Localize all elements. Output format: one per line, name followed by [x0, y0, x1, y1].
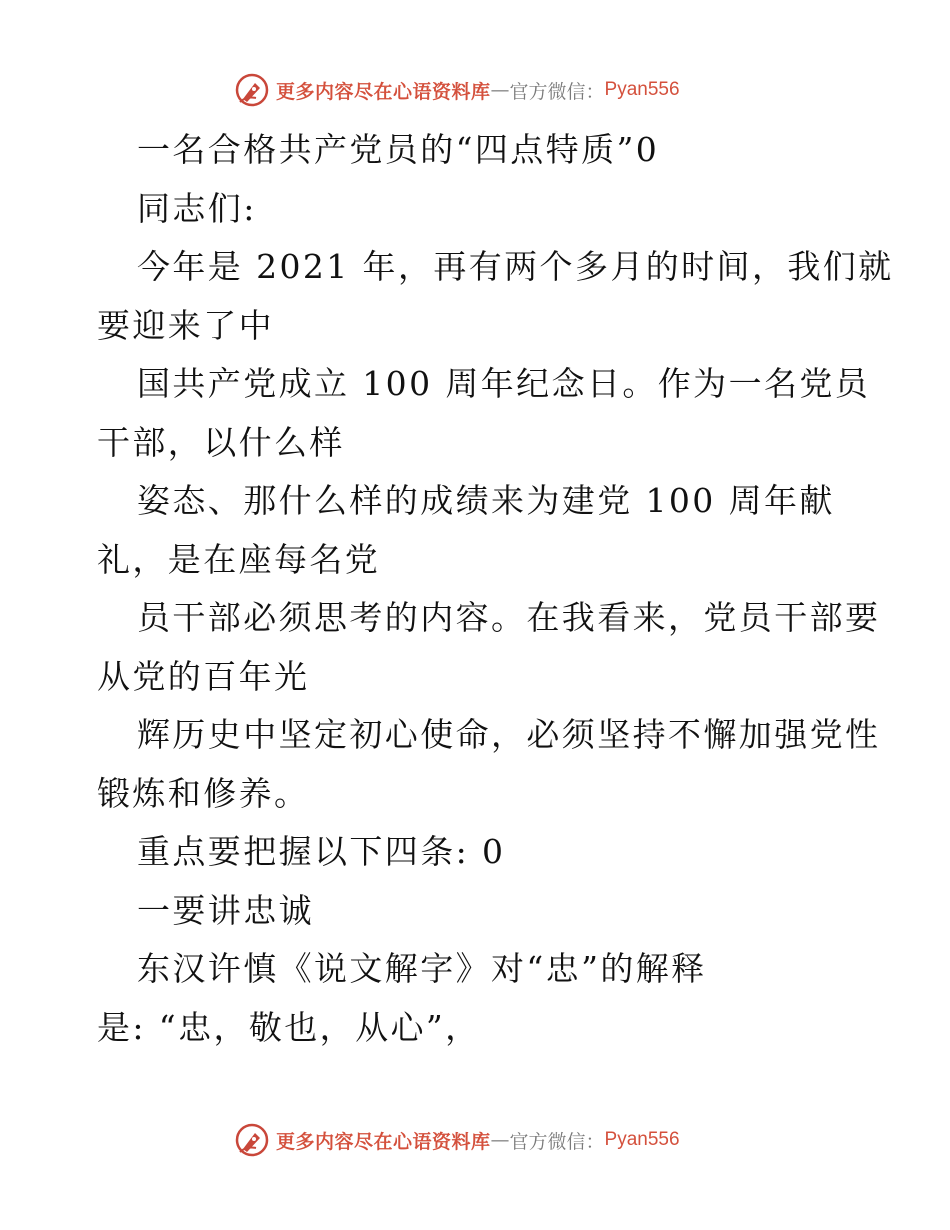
- watermark-banner-bottom: [234, 1120, 680, 1160]
- document-line: 锻炼和修养。: [97, 773, 310, 813]
- document-line: 员干部必须思考的内容。在我看来，党员干部要: [137, 598, 881, 637]
- document-line: 干部，以什么样: [97, 422, 345, 462]
- document-body: [97, 121, 894, 1057]
- watermark-banner-top: [234, 70, 680, 110]
- document-line: 重点要把握以下四条: 0: [137, 832, 506, 871]
- watermark-brand: 更多内容尽在心语资料库: [276, 80, 491, 103]
- watermark-wechat-label: 官方微信：: [509, 80, 605, 103]
- document-line: 国共产党成立 100 周年纪念日。作为一名党员: [137, 364, 871, 403]
- document-line: 是: “忠，敬也，从心”，: [97, 1007, 481, 1047]
- pen-nib-logo-icon: [234, 72, 270, 108]
- watermark-wechat-label: 官方微信：: [509, 1130, 605, 1153]
- document-line: 从党的百年光: [97, 656, 310, 696]
- document-line: 礼，是在座每名党: [97, 539, 381, 579]
- section-heading: 一要讲忠诚: [137, 890, 314, 930]
- document-line: 东汉许慎《说文解字》对“忠”的解释: [137, 949, 707, 988]
- document-line: 辉历史中坚定初心使命，必须坚持不懈加强党性: [137, 715, 881, 754]
- watermark-wechat-handle: Pyan556: [604, 79, 680, 100]
- pen-nib-logo-icon: [234, 1122, 270, 1158]
- watermark-brand: 更多内容尽在心语资料库: [276, 1130, 491, 1153]
- watermark-separator: —: [490, 79, 510, 101]
- document-line: 今年是 2021 年，再有两个多月的时间，我们就: [137, 247, 894, 286]
- watermark-separator: —: [490, 1129, 510, 1151]
- document-line: 姿态、那什么样的成绩来为建党 100 周年献: [137, 481, 835, 520]
- watermark-wechat-handle: Pyan556: [604, 1129, 680, 1150]
- document-line: 要迎来了中: [97, 305, 274, 345]
- document-title: 一名合格共产党员的“四点特质”0: [137, 130, 660, 169]
- document-line: 同志们:: [137, 188, 257, 228]
